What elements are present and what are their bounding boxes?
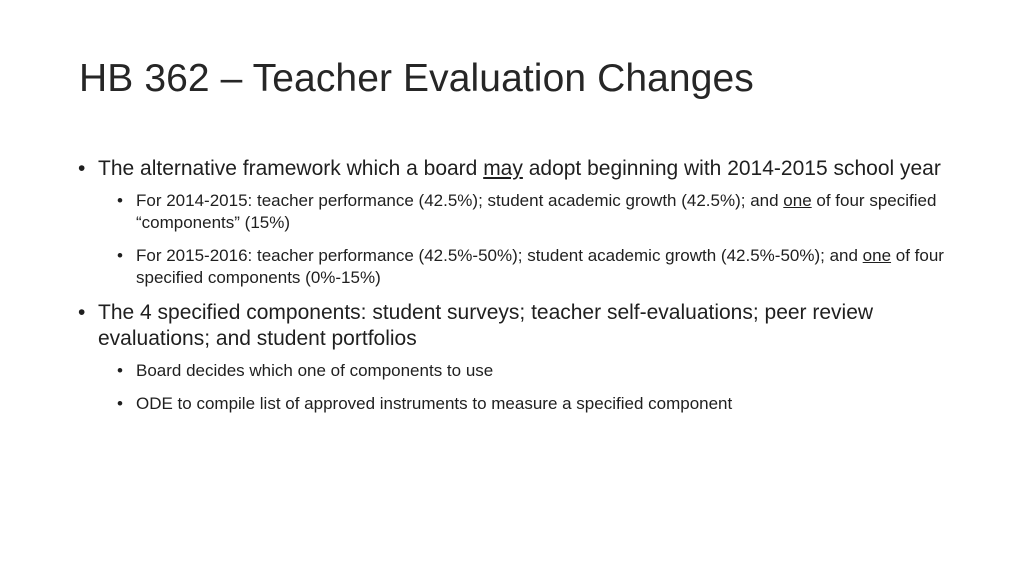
bullet-dot: • [117,361,123,380]
bullet-text: Board decides which one of components to use [136,361,494,380]
bullet-text-pre: For 2014-2015: teacher performance (42.5%); student academic growth (42.5%); and [136,191,784,210]
bullet-dot: • [117,394,123,413]
bullet-dot: • [78,301,86,324]
bullet-alternative-framework [78,156,948,182]
bullet-text-pre: For 2015-2016: teacher performance (42.5%-50%); student academic growth (42.5%-50%); and [136,246,863,265]
slide-title: HB 362 – Teacher Evaluation Changes [79,57,754,100]
slide-content [78,156,948,426]
underlined-one: one [862,246,892,265]
bullet-dot: • [117,191,123,210]
bullet-specified-components [78,300,948,352]
bullet-text-post: of four specified components (0%-15%) [136,246,944,287]
underlined-may: may [483,157,523,180]
sub-bullet-board-decides [117,360,948,382]
sub-bullet-ode-compile [117,393,948,415]
underlined-one: one [783,191,812,210]
bullet-dot: • [78,157,86,180]
sub-bullet-2015-2016 [117,245,948,289]
bullet-dot: • [117,246,123,265]
bullet-text-post: adopt beginning with 2014-2015 school year [522,157,941,180]
bullet-text: The 4 specified components: student surveys; teacher self-evaluations; peer review evaluations; and student portfolios [98,301,874,350]
bullet-text-pre: The alternative framework which a board [98,157,484,180]
sub-bullet-2014-2015 [117,190,948,234]
bullet-text: ODE to compile list of approved instruments to measure a specified component [136,394,733,413]
bullet-text-post: of four specified “components” (15%) [136,191,937,232]
